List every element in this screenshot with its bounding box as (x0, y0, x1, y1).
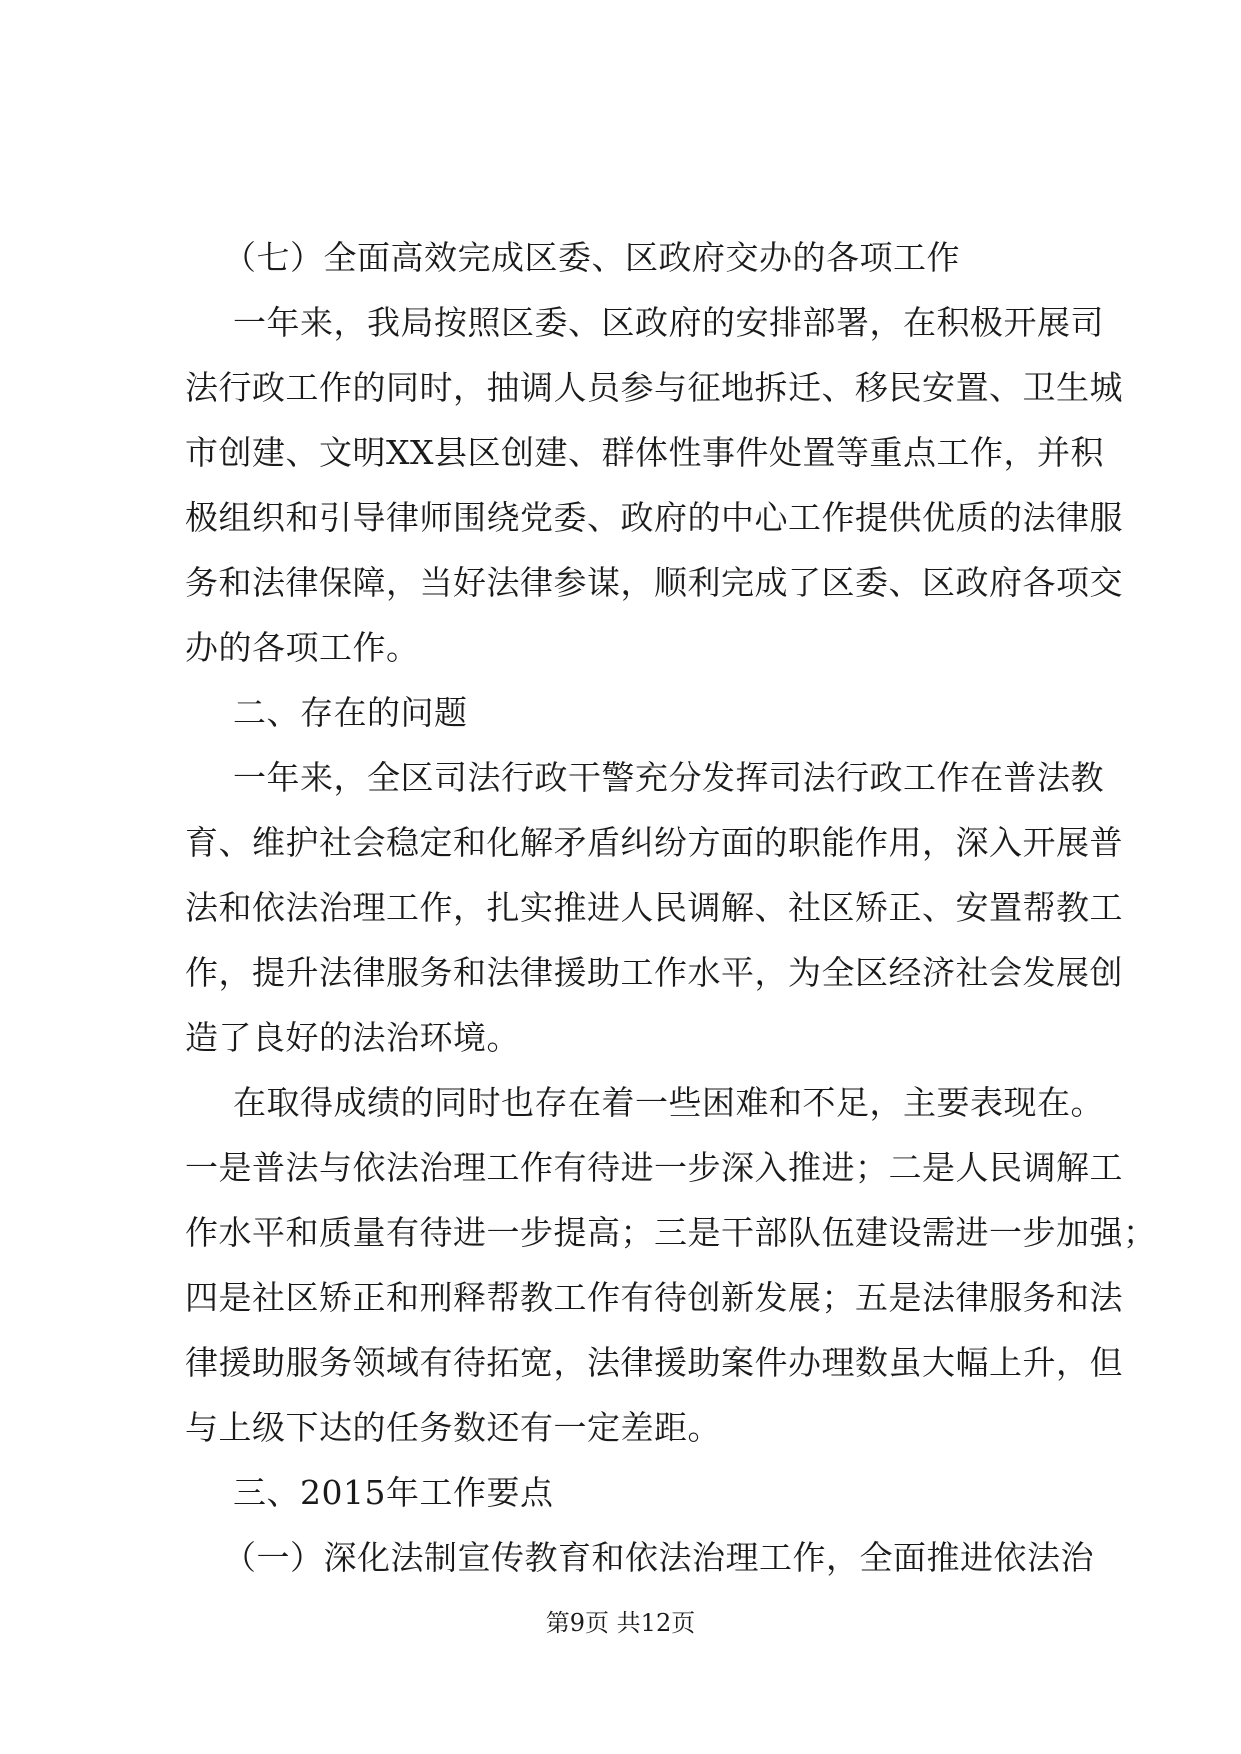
section-heading: 三、2015年工作要点 (233, 1473, 554, 1512)
paragraph-line: 在取得成绩的同时也存在着一些困难和不足，主要表现在。 (233, 1083, 1104, 1122)
paragraph-line: 造了良好的法治环境。 (185, 1018, 520, 1057)
paragraph-line: 作，提升法律服务和法律援助工作水平，为全区经济社会发展创 (185, 953, 1123, 992)
paragraph-line: 法行政工作的同时，抽调人员参与征地拆迁、移民安置、卫生城 (185, 368, 1123, 407)
paragraph-line: 法和依法治理工作，扎实推进人民调解、社区矫正、安置帮教工 (185, 888, 1123, 927)
section-heading: （七）全面高效完成区委、区政府交办的各项工作 (223, 238, 960, 277)
paragraph-line: 与上级下达的任务数还有一定差距。 (185, 1408, 721, 1447)
page-number-footer: 第9页 共12页 (545, 1609, 696, 1637)
section-heading: 二、存在的问题 (233, 693, 468, 732)
page-body (185, 225, 1157, 1590)
paragraph-line: 一是普法与依法治理工作有待进一步深入推进；二是人民调解工 (185, 1148, 1123, 1187)
paragraph-line: 作水平和质量有待进一步提高；三是干部队伍建设需进一步加强； (185, 1213, 1157, 1252)
paragraph-line: 育、维护社会稳定和化解矛盾纠纷方面的职能作用，深入开展普 (185, 823, 1123, 862)
paragraph-line: 务和法律保障，当好法律参谋，顺利完成了区委、区政府各项交 (185, 563, 1123, 602)
subsection-heading: （一）深化法制宣传教育和依法治理工作，全面推进依法治 (223, 1538, 1094, 1577)
paragraph-line: 四是社区矫正和刑释帮教工作有待创新发展；五是法律服务和法 (185, 1278, 1123, 1317)
paragraph-line: 一年来，全区司法行政干警充分发挥司法行政工作在普法教 (233, 758, 1104, 797)
paragraph-line: 办的各项工作。 (185, 628, 420, 667)
paragraph-line: 律援助服务领域有待拓宽，法律援助案件办理数虽大幅上升，但 (185, 1343, 1123, 1382)
paragraph-line: 极组织和引导律师围绕党委、政府的中心工作提供优质的法律服 (185, 498, 1123, 537)
paragraph-line: 市创建、文明XX县区创建、群体性事件处置等重点工作，并积 (185, 433, 1104, 472)
paragraph-line: 一年来，我局按照区委、区政府的安排部署，在积极开展司 (233, 303, 1104, 342)
